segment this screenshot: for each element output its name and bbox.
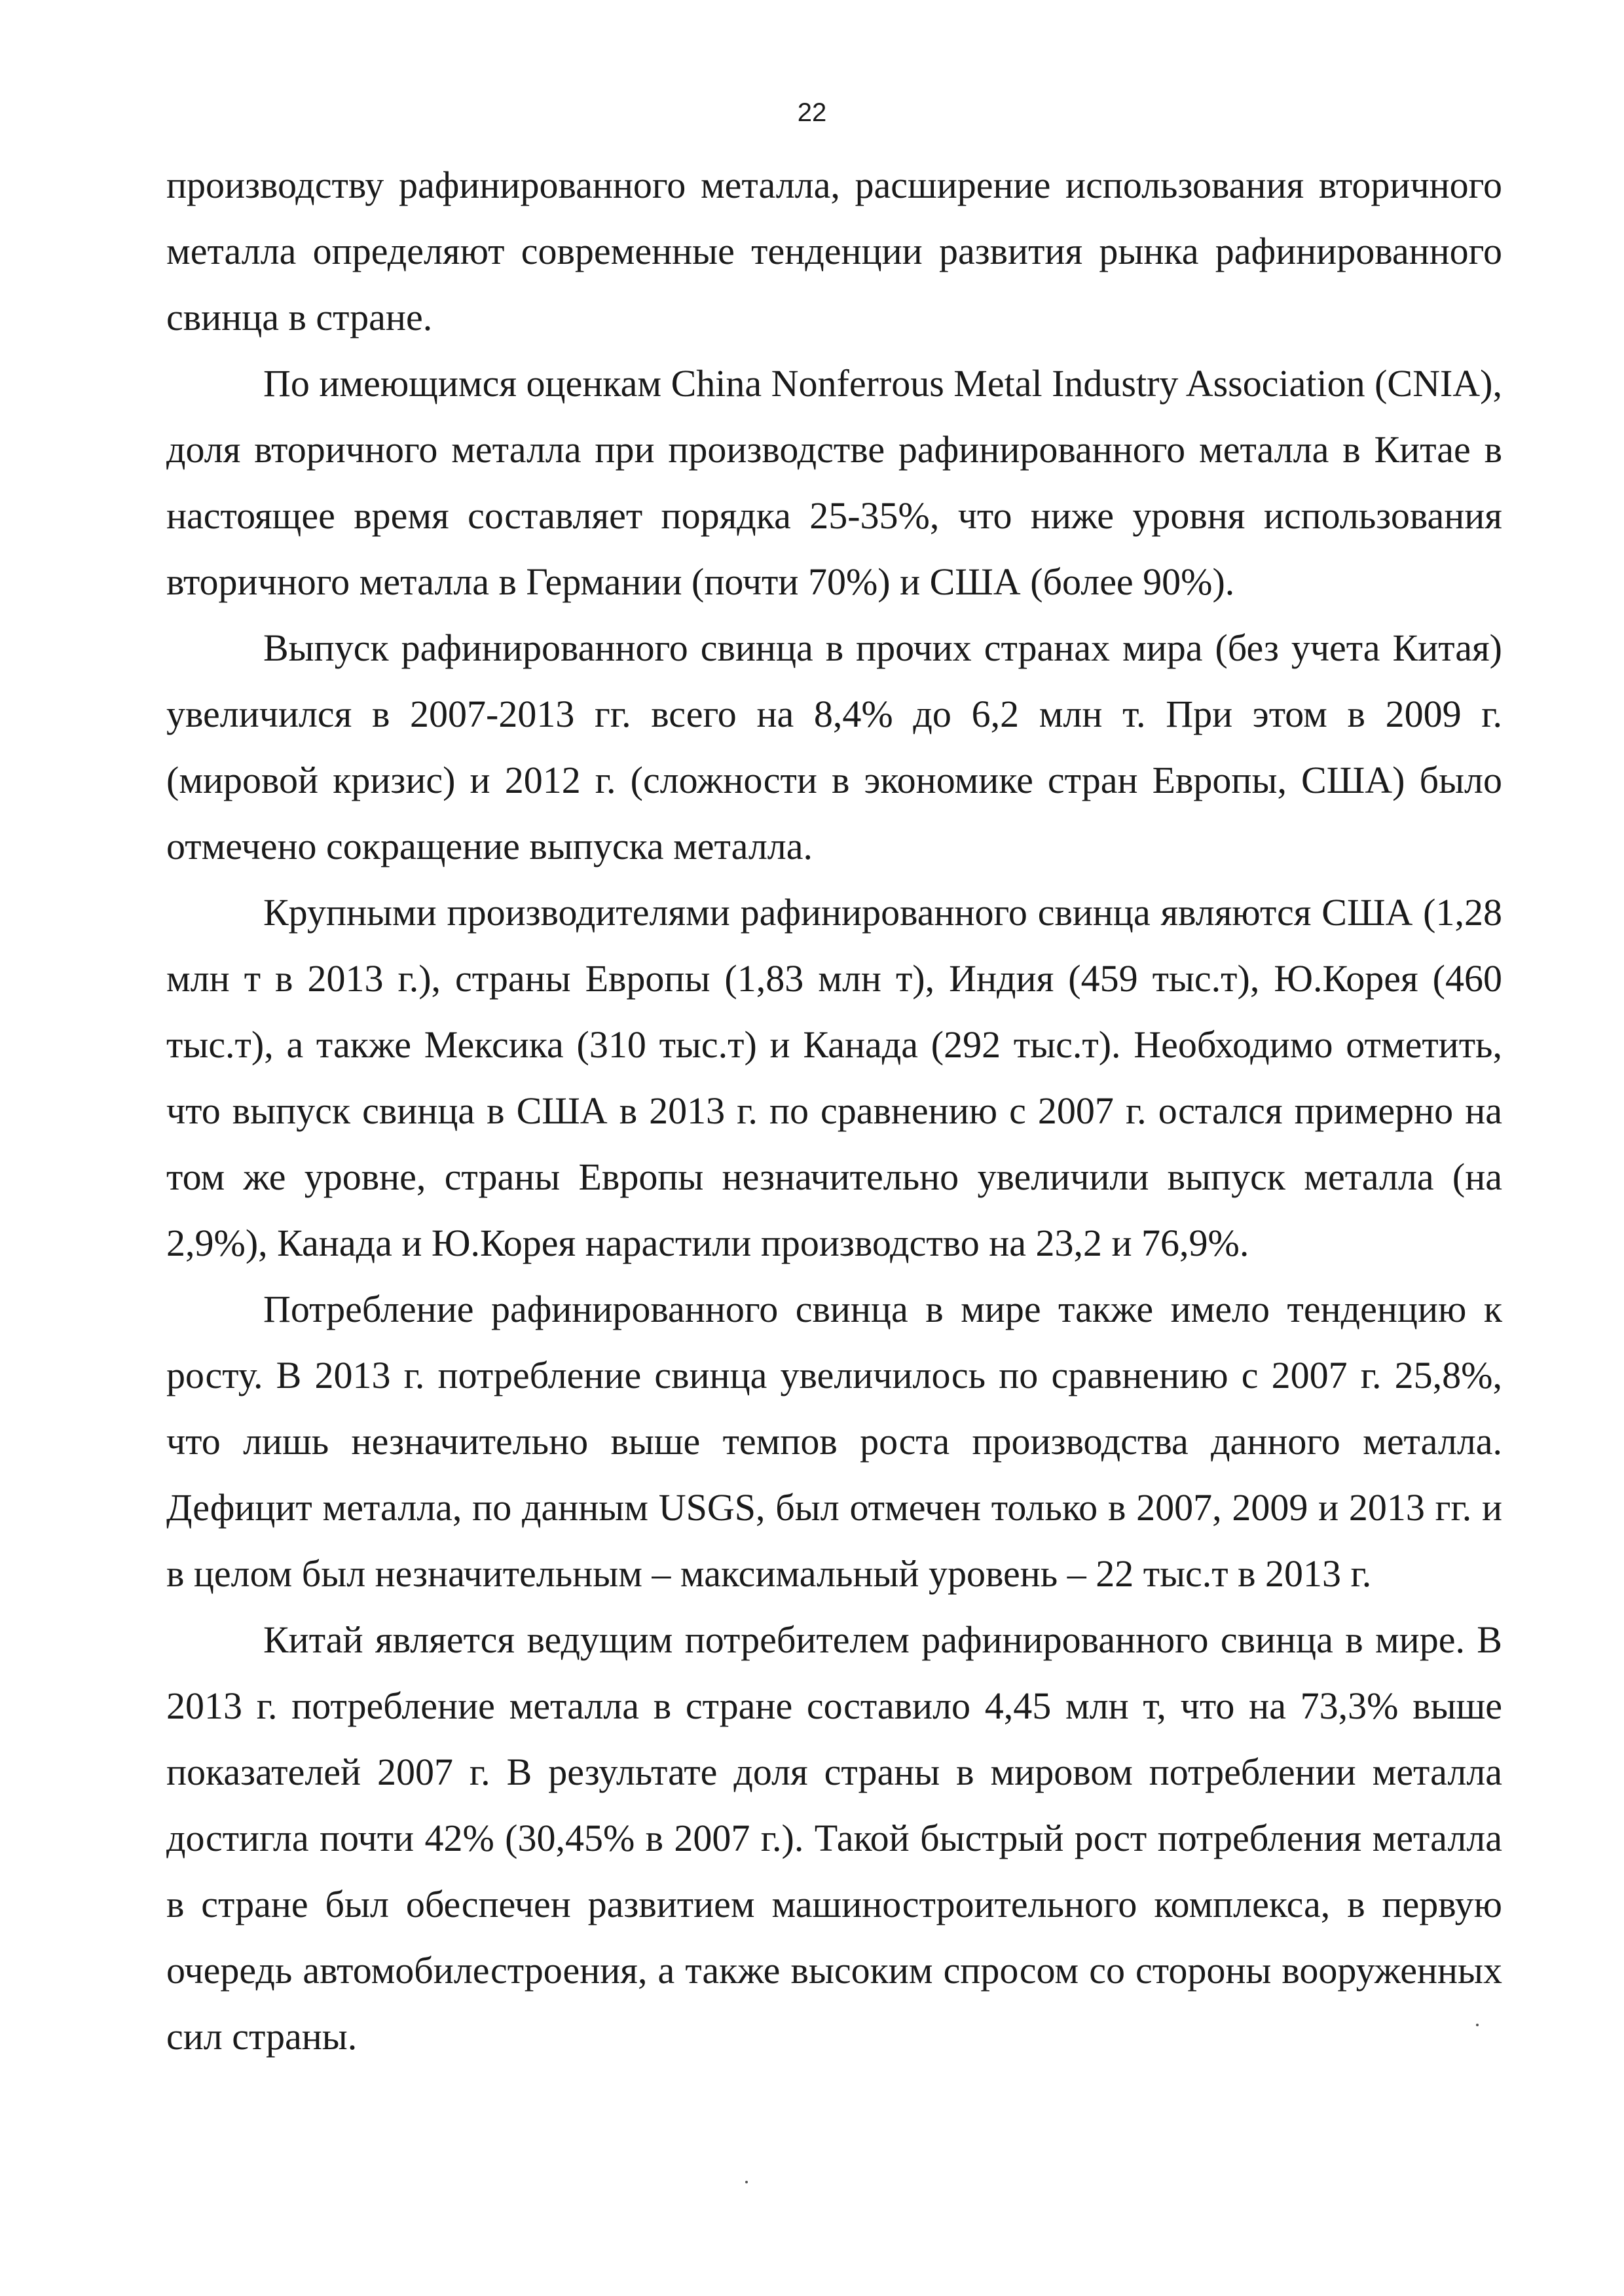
document-body	[166, 152, 1502, 2069]
paragraph-2: По имеющимся оценкам China Nonferrous Metal Industry Association (CNIA), доля вторичного металла при производстве рафинированного металла в Китае в настоящее время составляет порядка 25-35%, что ниже уровня использования вторичного металла в Германии (почти 70%) и США (более 90%).	[166, 362, 1502, 603]
paragraph-1: производству рафинированного металла, расширение использования вторичного металла определяют современные тенденции развития рынка рафинированного свинца в стране.	[166, 164, 1502, 338]
paragraph-4: Крупными производителями рафинированного свинца являются США (1,28 млн т в 2013 г.), страны Европы (1,83 млн т), Индия (459 тыс.т), Ю.Корея (460 тыс.т), а также Мексика (310 тыс.т) и Канада (292 тыс.т). Необходимо отметить, что выпуск свинца в США в 2013 г. по сравнению с 2007 г. остался примерно на том же уровне, страны Европы незначительно увеличили выпуск металла (на 2,9%), Канада и Ю.Корея нарастили производство на 23,2 и 76,9%.	[166, 891, 1502, 1264]
scan-speck	[745, 2181, 748, 2183]
page-number: 22	[797, 98, 827, 127]
scan-speck	[1476, 2024, 1479, 2026]
paragraph-3: Выпуск рафинированного свинца в прочих странах мира (без учета Китая) увеличился в 2007-2013 гг. всего на 8,4% до 6,2 млн т. При этом в 2009 г. (мировой кризис) и 2012 г. (сложности в экономике стран Европы, США) было отмечено сокращение выпуска металла.	[166, 627, 1502, 867]
paragraph-5: Потребление рафинированного свинца в мире также имело тенденцию к росту. В 2013 г. потребление свинца увеличилось по сравнению с 2007 г. 25,8%, что лишь незначительно выше темпов роста производства данного металла. Дефицит металла, по данным USGS, был отмечен только в 2007, 2009 и 2013 гг. и в целом был незначительным – максимальный уровень – 22 тыс.т в 2013 г.	[166, 1288, 1502, 1595]
paragraph-6: Китай является ведущим потребителем рафинированного свинца в мире. В 2013 г. потребление металла в стране составило 4,45 млн т, что на 73,3% выше показателей 2007 г. В результате доля страны в мировом потреблении металла достигла почти 42% (30,45% в 2007 г.). Такой быстрый рост потребления металла в стране был обеспечен развитием машиностроительного комплекса, в первую очередь автомобилестроения, а также высоким спросом со стороны вооруженных сил страны.	[166, 1618, 1502, 2058]
